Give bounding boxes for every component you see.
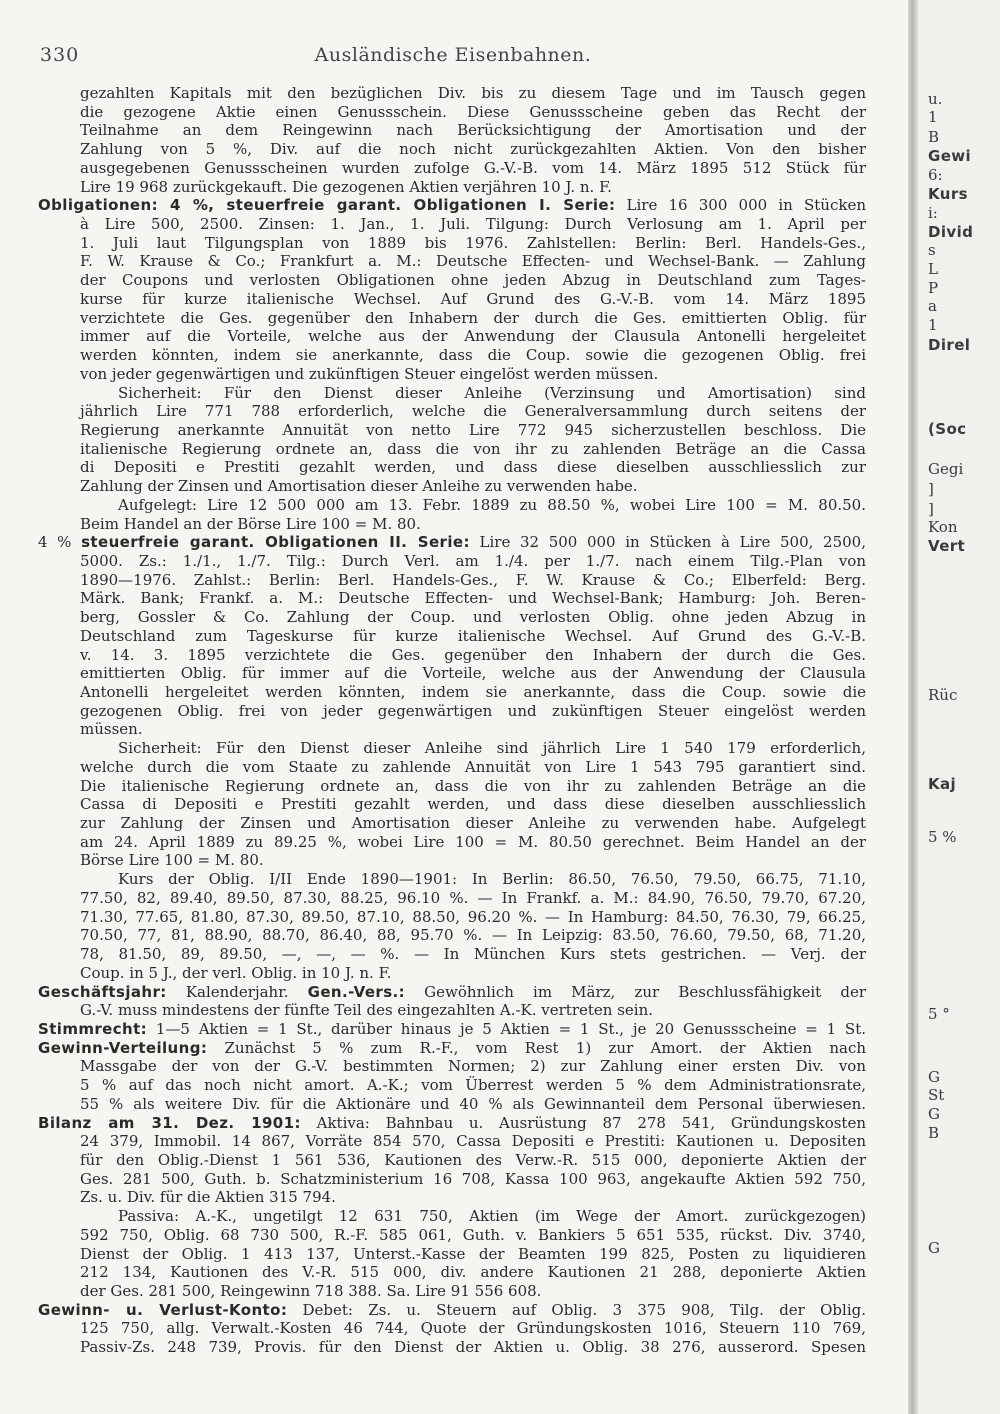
section-heading: Gewinn-Verteilung: — [38, 1038, 208, 1057]
line-text: Sicherheit: Für den Dienst dieser Anleihe (Verzinsung und Amortisation) sind — [118, 383, 866, 402]
text-line — [38, 926, 866, 945]
section-heading: Gen.-Vers.: — [307, 982, 406, 1001]
text-line — [38, 1226, 866, 1245]
text-line — [38, 365, 866, 384]
text-line — [38, 252, 866, 271]
line-text: Deutschland zum Tageskurse für kurze italienische Wechsel. Auf Grund des G.-V.-B. — [80, 626, 866, 645]
edge-text-fragment: (Soc — [928, 420, 967, 438]
line-text: Aufgelegt: Lire 12 500 000 am 13. Febr. 1889 zu 88.50 %, wobei Lire 100 = M. 80.50. — [118, 495, 866, 514]
text-line — [38, 964, 866, 983]
line-text: Zahlung der Zinsen und Amortisation dieser Anleihe zu verwenden habe. — [80, 477, 638, 496]
text-line — [38, 1282, 866, 1301]
line-text: Cassa di Depositi e Prestiti gezahlt werden, und dass diese dieselben ausschliesslich — [80, 795, 866, 814]
text-line — [38, 646, 866, 665]
edge-text-fragment: G — [928, 1105, 940, 1123]
text-line — [38, 458, 866, 477]
document-body — [38, 84, 866, 1414]
line-text: ausgegebenen Genussscheinen wurden zufolge G.-V.-B. vom 14. März 1895 512 Stück für — [80, 158, 866, 177]
line-text: der Ges. 281 500, Reingewinn 718 388. Sa. Lire 91 556 608. — [80, 1282, 542, 1300]
text-line — [38, 1020, 866, 1039]
edge-text-fragment: 6: — [928, 166, 943, 184]
text-line — [38, 327, 866, 346]
text-line — [38, 608, 866, 627]
line-text: Kurs der Oblig. I/II Ende 1890—1901: In Berlin: 86.50, 76.50, 79.50, 66.75, 71.10, — [118, 870, 866, 889]
text-line — [38, 758, 866, 777]
text-line — [38, 870, 866, 889]
text-line — [38, 477, 866, 496]
text-line — [38, 664, 866, 683]
edge-text-fragment: Kaj — [928, 775, 957, 793]
text-line — [38, 215, 866, 234]
line-text: berg, Gossler & Co. Zahlung der Coup. und verlosten Oblig. ohne jeden Abzug in — [80, 608, 866, 627]
edge-text-fragment: Divid — [928, 223, 974, 241]
line-text: Gewöhnlich im März, zur Beschlussfähigkeit der — [405, 982, 866, 1001]
line-text: Kalenderjahr. — [166, 982, 308, 1001]
text-line — [38, 589, 866, 608]
line-text: G.-V. muss mindestens der fünfte Teil des eingezahlten A.-K. vertreten sein. — [80, 1001, 654, 1020]
line-text: Regierung anerkannte Annuität von netto Lire 772 945 sicherzustellen beschloss. Die — [80, 420, 866, 439]
line-text: Zunächst 5 % zum R.-F., vom Rest 1) zur Amort. der Aktien nach — [207, 1038, 866, 1057]
line-text: Passiva: A.-K., ungetilgt 12 631 750, Aktien (im Wege der Amort. zurückgezogen) — [118, 1207, 866, 1226]
line-text: 55 % als weitere Div. für die Aktionäre und 40 % als Gewinnanteil dem Personal überwiesen. — [80, 1094, 866, 1113]
line-text: verzichtete die Ges. gegenüber den Inhabern der durch die Ges. emittierten Oblig. für — [80, 308, 866, 327]
line-text: der Coupons und verlosten Obligationen ohne jeden Abzug in Deutschland zum Tages- — [80, 271, 866, 290]
text-line — [38, 103, 866, 122]
section-heading: Bilanz am 31. Dez. 1901: — [38, 1113, 301, 1132]
edge-text-fragment: B — [928, 1124, 940, 1142]
line-text: für den Oblig.-Dienst 1 561 536, Kautionen des Verw.-R. 515 000, deponierte Aktien der — [80, 1150, 866, 1169]
text-line — [38, 1207, 866, 1226]
edge-text-fragment: G — [928, 1239, 940, 1257]
text-line — [38, 1245, 866, 1264]
section-heading: Geschäftsjahr: — [38, 982, 167, 1001]
text-line — [38, 908, 866, 927]
line-text: 1. Juli laut Tilgungsplan von 1889 bis 1976. Zahlstellen: Berlin: Berl. Handels-Ges., — [80, 233, 866, 252]
text-line — [38, 552, 866, 571]
edge-text-fragment: ] — [928, 500, 934, 518]
edge-text-fragment: Rüc — [928, 686, 958, 704]
page-header — [40, 44, 866, 72]
text-line — [38, 140, 866, 159]
text-line — [38, 1095, 866, 1114]
text-line — [38, 814, 866, 833]
line-text: Börse Lire 100 = M. 80. — [80, 851, 264, 870]
line-text: di Depositi e Prestiti gezahlt werden, und dass diese dieselben ausschliesslich zur — [80, 458, 866, 477]
text-line — [38, 777, 866, 796]
line-text: Sicherheit: Für den Dienst dieser Anleihe sind jährlich Lire 1 540 179 erforderlich, — [118, 739, 866, 758]
text-line — [38, 571, 866, 590]
line-text: Massgabe der von der G.-V. bestimmten Normen; 2) zur Zahlung einer ersten Div. von — [80, 1057, 866, 1076]
edge-text-fragment: Vert — [928, 537, 966, 555]
text-line — [38, 290, 866, 309]
text-line — [38, 1001, 866, 1020]
text-line — [38, 1076, 866, 1095]
section-heading: Obligationen: 4 %, steuerfreie garant. Obligationen I. Serie: — [38, 196, 616, 215]
text-line — [38, 346, 866, 365]
text-line — [38, 739, 866, 758]
line-text: 5 % auf das noch nicht amort. A.-K.; vom Überrest werden 5 % dem Administrationsrate, — [80, 1076, 866, 1095]
running-title: Ausländische Eisenbahnen. — [314, 44, 592, 66]
edge-text-fragment: s — [928, 241, 936, 259]
line-text: 71.30, 77.65, 81.80, 87.30, 89.50, 87.10, 88.50, 96.20 %. — In Hamburg: 84.50, 76.30, 79, 66.25, — [80, 907, 866, 926]
text-line — [38, 1188, 866, 1207]
line-text: jährlich Lire 771 788 erforderlich, welche die Generalversammlung durch seitens der — [80, 402, 866, 421]
line-text: Beim Handel an der Börse Lire 100 = M. 80. — [80, 514, 421, 533]
line-text: kurse für kurze italienische Wechsel. Auf Grund des G.-V.-B. vom 14. März 1895 — [80, 289, 866, 308]
line-text: die gezogene Aktie einen Genussschein. Diese Genussscheine geben das Recht der — [80, 102, 866, 121]
line-text: v. 14. 3. 1895 verzichtete die Ges. gegenüber den Inhabern der durch die Ges. — [80, 645, 866, 664]
line-text: immer auf die Vorteile, welche aus der Anwendung der Clausula Antonelli hergeleitet — [80, 327, 866, 346]
text-line — [38, 1170, 866, 1189]
edge-text-fragment: 5 % — [928, 828, 957, 846]
line-text: 78, 81.50, 89, 89.50, —, —, — %. — In München Kurs stets gestrichen. — Verj. der — [80, 945, 866, 964]
line-text: Die italienische Regierung ordnete an, dass die von ihr zu zahlenden Beträge an die — [80, 776, 866, 795]
edge-text-fragment: Gewi — [928, 147, 972, 165]
edge-text-fragment: ] — [928, 480, 934, 498]
text-line — [38, 234, 866, 253]
line-text: Zs. u. Div. für die Aktien 315 794. — [80, 1188, 336, 1207]
text-line — [38, 1151, 866, 1170]
text-line — [38, 702, 866, 721]
line-text: 212 134, Kautionen des V.-R. 515 000, div. andere Kautionen 21 288, deponierte Aktien — [80, 1263, 866, 1282]
line-text: Lire 16 300 000 in Stücken — [615, 196, 866, 215]
line-text: am 24. April 1889 zu 89.25 %, wobei Lire 100 = M. 80.50 gerechnet. Beim Handel an der — [80, 832, 866, 851]
line-text: Coup. in 5 J., der verl. Oblig. in 10 J. n. F. — [80, 963, 392, 982]
edge-text-fragment: Direl — [928, 336, 971, 354]
text-line — [38, 1338, 866, 1357]
edge-text-fragment: Gegi — [928, 460, 964, 478]
text-line — [38, 515, 866, 534]
line-text: 24 379, Immobil. 14 867, Vorräte 854 570, Cassa Depositi e Prestiti: Kautionen u. Depositen — [80, 1132, 866, 1151]
text-line — [38, 720, 866, 739]
text-line — [38, 1319, 866, 1338]
text-line — [38, 309, 866, 328]
line-text: müssen. — [80, 720, 143, 739]
edge-text-fragment: u. — [928, 90, 943, 108]
edge-text-fragment: Kurs — [928, 185, 968, 203]
line-text: gezogenen Oblig. frei von jeder gegenwärtigen und zukünftigen Steuer eingelöst werden — [80, 701, 866, 720]
line-text: Lire 32 500 000 in Stücken à Lire 500, 2500, — [469, 533, 866, 552]
line-text: Antonelli hergeleitet werden könnten, indem sie anerkannte, dass die Coup. sowie die — [80, 683, 866, 701]
text-line — [38, 683, 866, 702]
text-line — [38, 795, 866, 814]
line-text: 592 750, Oblig. 68 730 500, R.-F. 585 061, Guth. v. Bankiers 5 651 535, rückst. Div. 3740, — [80, 1225, 866, 1244]
text-line — [38, 384, 866, 403]
line-text: Aktiva: Bahnbau u. Ausrüstung 87 278 541, Gründungskosten — [300, 1113, 866, 1132]
line-text: Märk. Bank; Frankf. a. M.: Deutsche Effecten- und Wechsel-Bank; Hamburg: Joh. Beren- — [80, 589, 866, 608]
line-text: Teilnahme an dem Reingewinn nach Berücksichtigung der Amortisation und der — [80, 121, 866, 140]
adjacent-page-edge — [918, 0, 1000, 1414]
line-text: à Lire 500, 2500. Zinsen: 1. Jan., 1. Juli. Tilgung: Durch Verlosung am 1. April per — [80, 215, 866, 234]
text-line — [38, 271, 866, 290]
text-line — [38, 1114, 866, 1133]
edge-text-fragment: Kon — [928, 518, 958, 536]
text-line — [38, 833, 866, 852]
line-text: zur Zahlung der Zinsen und Amortisation dieser Anleihe zu verwenden habe. Aufgelegt — [80, 814, 866, 833]
line-text: Debet: Zs. u. Steuern auf Oblig. 3 375 908, Tilg. der Oblig. — [287, 1300, 866, 1319]
text-line — [38, 178, 866, 197]
text-line — [38, 1039, 866, 1058]
text-line — [38, 851, 866, 870]
line-text: 1890—1976. Zahlst.: Berlin: Berl. Handels-Ges., F. W. Krause & Co.; Elberfeld: Berg. — [80, 570, 866, 589]
edge-text-fragment: i: — [928, 204, 938, 222]
text-line — [38, 421, 866, 440]
edge-text-fragment: 1 — [928, 316, 938, 334]
text-line — [38, 440, 866, 459]
edge-text-fragment: a — [928, 297, 937, 315]
line-text: 4 % — [38, 533, 82, 552]
line-text: Passiv-Zs. 248 739, Provis. für den Dienst der Aktien u. Oblig. 38 276, ausserord. Spesen — [80, 1338, 866, 1357]
text-line — [38, 496, 866, 515]
text-line — [38, 945, 866, 964]
edge-text-fragment: 5 ° — [928, 1005, 950, 1023]
edge-text-fragment: St — [928, 1086, 945, 1104]
line-text: 77.50, 82, 89.40, 89.50, 87.30, 88.25, 96.10 %. — In Frankf. a. M.: 84.90, 76.50, 79.70, 67.20, — [80, 888, 866, 907]
text-line — [38, 983, 866, 1002]
text-line — [38, 402, 866, 421]
line-text: Dienst der Oblig. 1 413 137, Unterst.-Kasse der Beamten 199 825, Posten zu liquidieren — [80, 1244, 866, 1263]
section-heading: Gewinn- u. Verlust-Konto: — [38, 1300, 288, 1319]
text-line — [38, 84, 866, 103]
text-line — [38, 889, 866, 908]
text-line — [38, 1263, 866, 1282]
edge-text-fragment: G — [928, 1068, 940, 1086]
line-text: F. W. Krause & Co.; Frankfurt a. M.: Deutsche Effecten- und Wechsel-Bank. — Zahlung — [80, 252, 866, 271]
line-text: 125 750, allg. Verwalt.-Kosten 46 744, Quote der Gründungskosten 1016, Steuern 110 769, — [80, 1319, 866, 1338]
text-line — [38, 1301, 866, 1320]
edge-text-fragment: L — [928, 260, 938, 278]
text-line — [38, 121, 866, 140]
line-text: 5000. Zs.: 1./1., 1./7. Tilg.: Durch Verl. am 1./4. per 1./7. nach einem Tilg.-Plan von — [80, 551, 866, 570]
line-text: 1—5 Aktien = 1 St., darüber hinaus je 5 Aktien = 1 St., je 20 Genussscheine = 1 St. — [147, 1019, 866, 1038]
line-text: Lire 19 968 zurückgekauft. Die gezogenen Aktien verjähren 10 J. n. F. — [80, 177, 612, 196]
text-line — [38, 627, 866, 646]
line-text: Ges. 281 500, Guth. b. Schatzministerium 16 708, Kassa 100 963, angekaufte Aktien 592 750, — [80, 1169, 866, 1188]
page-number: 330 — [40, 44, 80, 66]
line-text: von jeder gegenwärtigen und zukünftigen Steuer eingelöst werden müssen. — [80, 364, 659, 383]
text-line — [38, 196, 866, 215]
text-line — [38, 1132, 866, 1151]
text-line — [38, 159, 866, 178]
text-line — [38, 1057, 866, 1076]
line-text: emittierten Oblig. für immer auf die Vorteile, welche aus der Anwendung der Clausula — [80, 664, 866, 683]
page-gutter — [908, 0, 918, 1414]
edge-text-fragment: B — [928, 128, 940, 146]
text-line — [38, 533, 866, 552]
edge-text-fragment: P — [928, 279, 939, 297]
section-heading: steuerfreie garant. Obligationen II. Serie: — [81, 533, 470, 552]
line-text: gezahlten Kapitals mit den bezüglichen Div. bis zu diesem Tage und im Tausch gegen — [80, 84, 866, 102]
line-text: welche durch die vom Staate zu zahlende Annuität von Lire 1 543 795 garantiert sind. — [80, 757, 866, 776]
line-text: werden könnten, indem sie anerkannte, dass die Coup. sowie die gezogenen Oblig. frei — [80, 346, 866, 365]
line-text: Zahlung von 5 %, Div. auf die noch nicht zurückgezahlten Aktien. Von den bisher — [80, 140, 866, 159]
edge-text-fragment: 1 — [928, 108, 938, 126]
line-text: italienische Regierung ordnete an, dass die von ihr zu zahlenden Beträge an die Cassa — [80, 439, 866, 458]
line-text: 70.50, 77, 81, 88.90, 88.70, 86.40, 88, 95.70 %. — In Leipzig: 83.50, 76.60, 79.50, 68, 71.20, — [80, 926, 866, 945]
section-heading: Stimmrecht: — [38, 1019, 148, 1038]
